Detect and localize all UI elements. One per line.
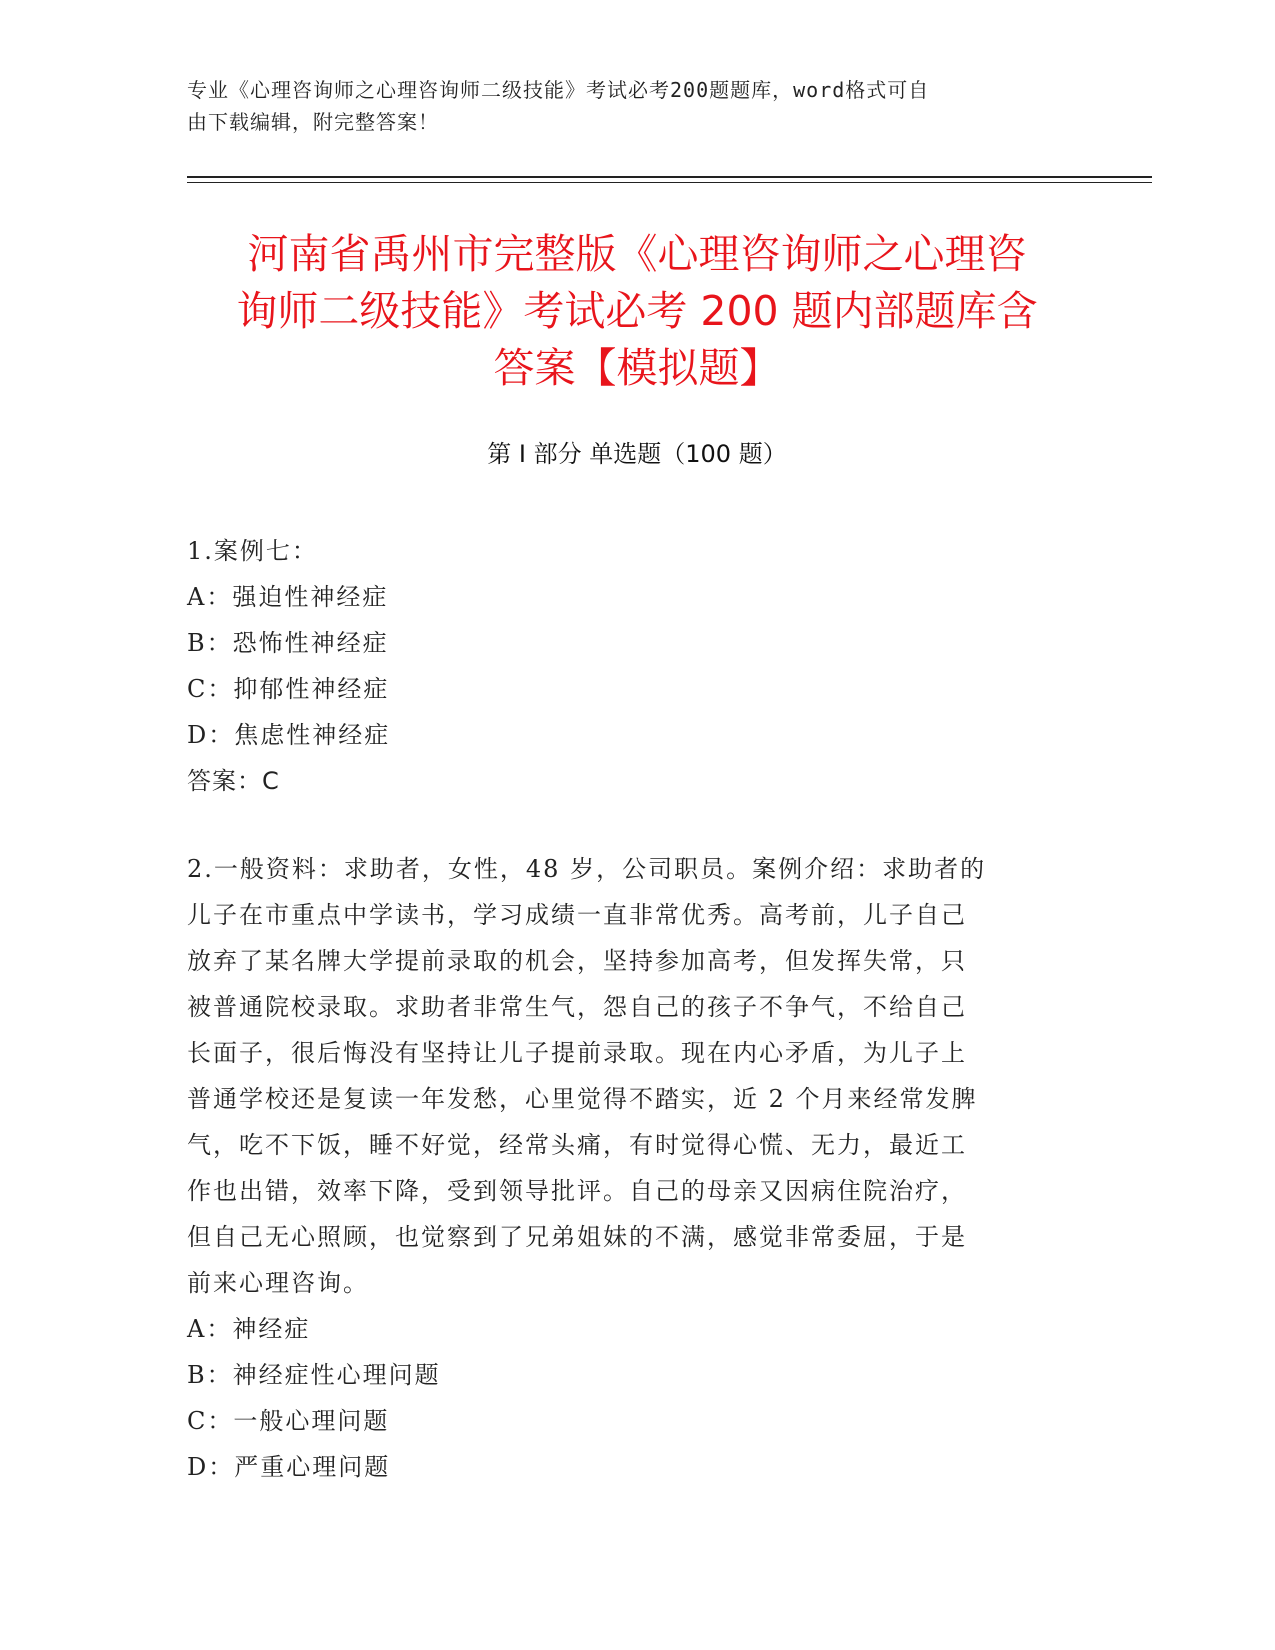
option-b: B：神经症性心理问题 [187, 1361, 441, 1389]
document-title-line-2: 询师二级技能》考试必考 200 题内部题库含 [236, 287, 1038, 335]
question-stem-line: 放弃了某名牌大学提前录取的机会，坚持参加高考，但发挥失常，只 [187, 947, 967, 975]
header-rule-thin [187, 182, 1152, 183]
header-rule-thick [187, 176, 1152, 178]
header-note [187, 74, 1067, 138]
question-stem-line: 被普通院校录取。求助者非常生气，怨自己的孩子不争气，不给自己 [187, 993, 967, 1021]
question-2 [187, 846, 1067, 1490]
option-a: A：强迫性神经症 [187, 583, 389, 611]
document-title-line-1: 河南省禹州市完整版《心理咨询师之心理咨 [247, 230, 1027, 278]
question-stem-line: 但自己无心照顾，也觉察到了兄弟姐妹的不满，感觉非常委屈，于是 [187, 1223, 967, 1251]
question-list [187, 528, 1067, 1490]
option-b: B：恐怖性神经症 [187, 629, 389, 657]
question-stem-line: 长面子，很后悔没有坚持让儿子提前录取。现在内心矛盾，为儿子上 [187, 1039, 967, 1067]
question-stem-line: 作也出错，效率下降，受到领导批评。自己的母亲又因病住院治疗， [187, 1177, 967, 1205]
document-title [187, 226, 1087, 397]
question-stem-line: 儿子在市重点中学读书，学习成绩一直非常优秀。高考前，儿子自己 [187, 901, 967, 929]
question-stem-line: 普通学校还是复读一年发愁，心里觉得不踏实，近 2 个月来经常发脾 [187, 1085, 978, 1113]
question-stem: 1.案例七： [187, 537, 318, 565]
question-stem-line: 气，吃不下饭，睡不好觉，经常头痛，有时觉得心慌、无力，最近工 [187, 1131, 967, 1159]
header-note-line-1: 专业《心理咨询师之心理咨询师二级技能》考试必考200题题库，word格式可自 [187, 78, 930, 102]
question-stem-line: 2.一般资料：求助者，女性，48 岁，公司职员。案例介绍：求助者的 [187, 855, 987, 883]
question-stem-line: 前来心理咨询。 [187, 1269, 369, 1297]
question-spacer [187, 804, 1067, 846]
document-title-line-3: 答案【模拟题】 [493, 344, 781, 392]
section-heading: 第 I 部分 单选题（100 题） [487, 440, 787, 468]
option-d: D：严重心理问题 [187, 1453, 391, 1481]
question-1 [187, 528, 1067, 804]
option-c: C：一般心理问题 [187, 1407, 390, 1435]
header-note-line-2: 由下载编辑，附完整答案！ [187, 110, 439, 134]
answer-label: 答案：C [187, 767, 280, 795]
option-d: D：焦虑性神经症 [187, 721, 391, 749]
option-a: A：神经症 [187, 1315, 311, 1343]
option-c: C：抑郁性神经症 [187, 675, 390, 703]
